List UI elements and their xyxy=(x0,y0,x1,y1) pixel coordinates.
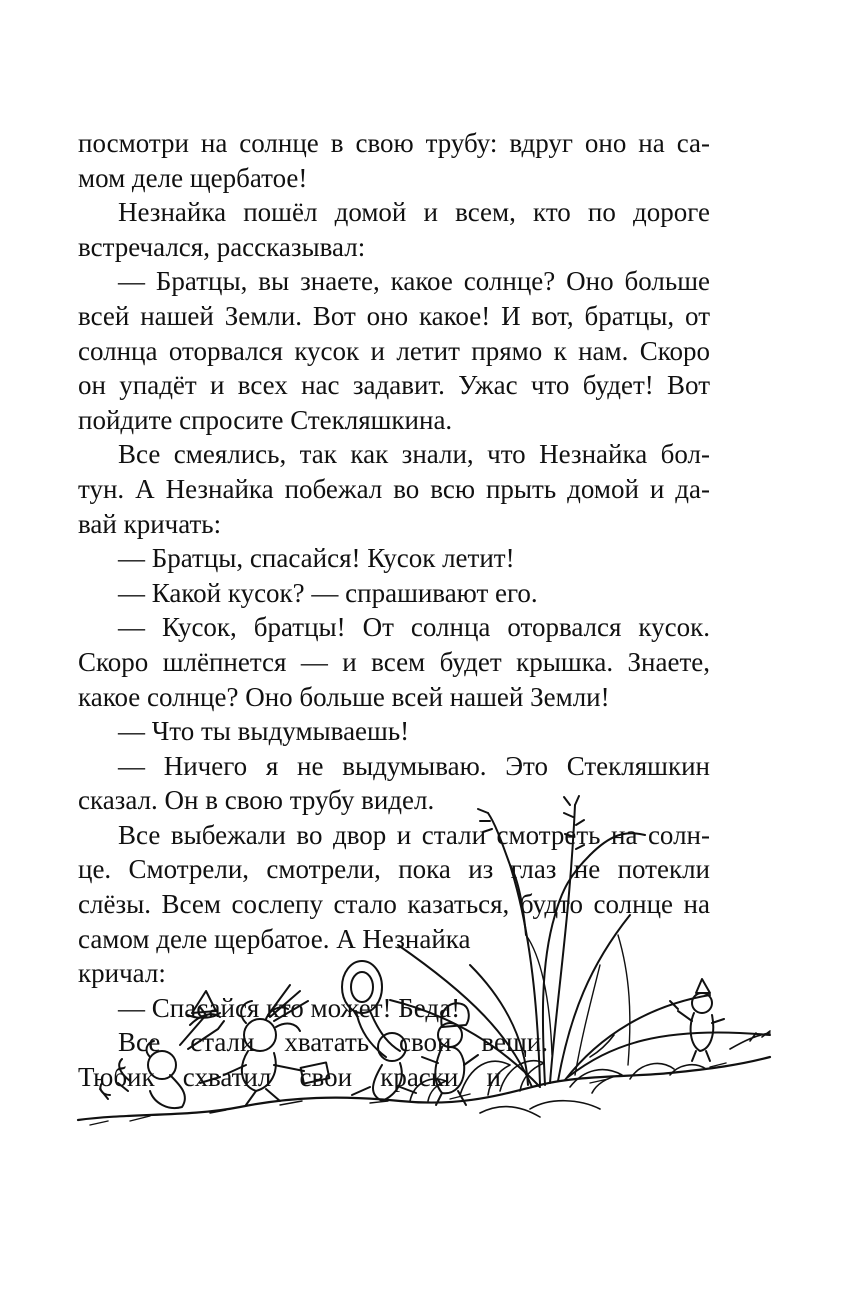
text-line: — Братцы, спасайся! Кусок летит! xyxy=(118,543,515,574)
text-line: Все стали хватать свои вещи. xyxy=(118,1027,548,1058)
text-line: сказал. Он в свою трубу видел. xyxy=(78,785,435,816)
text-line: мом деле щербатое! xyxy=(78,162,308,193)
text-line: солнца оторвался кусок и летит прямо к нам. Скоро xyxy=(78,335,710,366)
text-line: какое солнце? Оно больше всей нашей Земли! xyxy=(78,681,610,712)
text-line: Тюбик схватил свои краски и xyxy=(78,1062,501,1093)
text-line: Все смеялись, так как знали, что Незнайка бол- xyxy=(118,439,710,470)
text-line: всей нашей Земли. Вот оно какое! И вот, братцы, от xyxy=(78,300,710,331)
text-line: он упадёт и всех нас задавит. Ужас что будет! Вот xyxy=(78,370,710,401)
shrubs xyxy=(410,1061,706,1117)
small-figure-right xyxy=(670,979,724,1061)
tuba-figure xyxy=(342,961,416,1101)
text-line: — Ничего я не выдумываю. Это Стекляшкин xyxy=(118,750,710,781)
text-line: — Братцы, вы знаете, какое солнце? Оно больше xyxy=(118,266,710,297)
text-line: Незнайка пошёл домой и всем, кто по дороге xyxy=(118,197,710,228)
reeds xyxy=(390,796,770,1087)
text-line: вай кричать: xyxy=(78,508,222,539)
painter-figure xyxy=(200,985,329,1105)
text-line: слёзы. Всем сослепу стало казаться, будто солнце на xyxy=(78,889,710,920)
text-line: це. Смотрели, смотрели, пока из глаз не потекли xyxy=(78,854,710,885)
text-line: Все выбежали во двор и стали смотреть на солн- xyxy=(118,819,710,850)
illustration-drawing xyxy=(70,795,780,1165)
text-line: — Что ты выдумываешь! xyxy=(118,716,410,747)
text-line: посмотри на солнце в свою трубу: вдруг оно на са- xyxy=(78,128,710,158)
text-line: — Спасайся кто может! Беда! xyxy=(118,992,461,1023)
ink-illustration xyxy=(70,795,780,1165)
text-line: кричал: xyxy=(78,958,166,989)
text-line: тун. А Незнайка побежал во всю прыть домой и да- xyxy=(78,473,710,504)
text-line: — Кусок, братцы! От солнца оторвался кусок. xyxy=(118,612,710,643)
text-line: — Какой кусок? — спрашивают его. xyxy=(118,577,538,608)
text-line: Скоро шлёпнется — и всем будет крышка. Знаете, xyxy=(78,646,710,677)
text-line: пойдите спросите Стекляшкина. xyxy=(78,404,453,435)
text-line: встречался, рассказывал: xyxy=(78,231,366,262)
walking-figure xyxy=(422,1003,478,1105)
crawling-figure xyxy=(100,1007,224,1108)
text-line: самом деле щербатое. А Незнайка xyxy=(78,923,471,954)
